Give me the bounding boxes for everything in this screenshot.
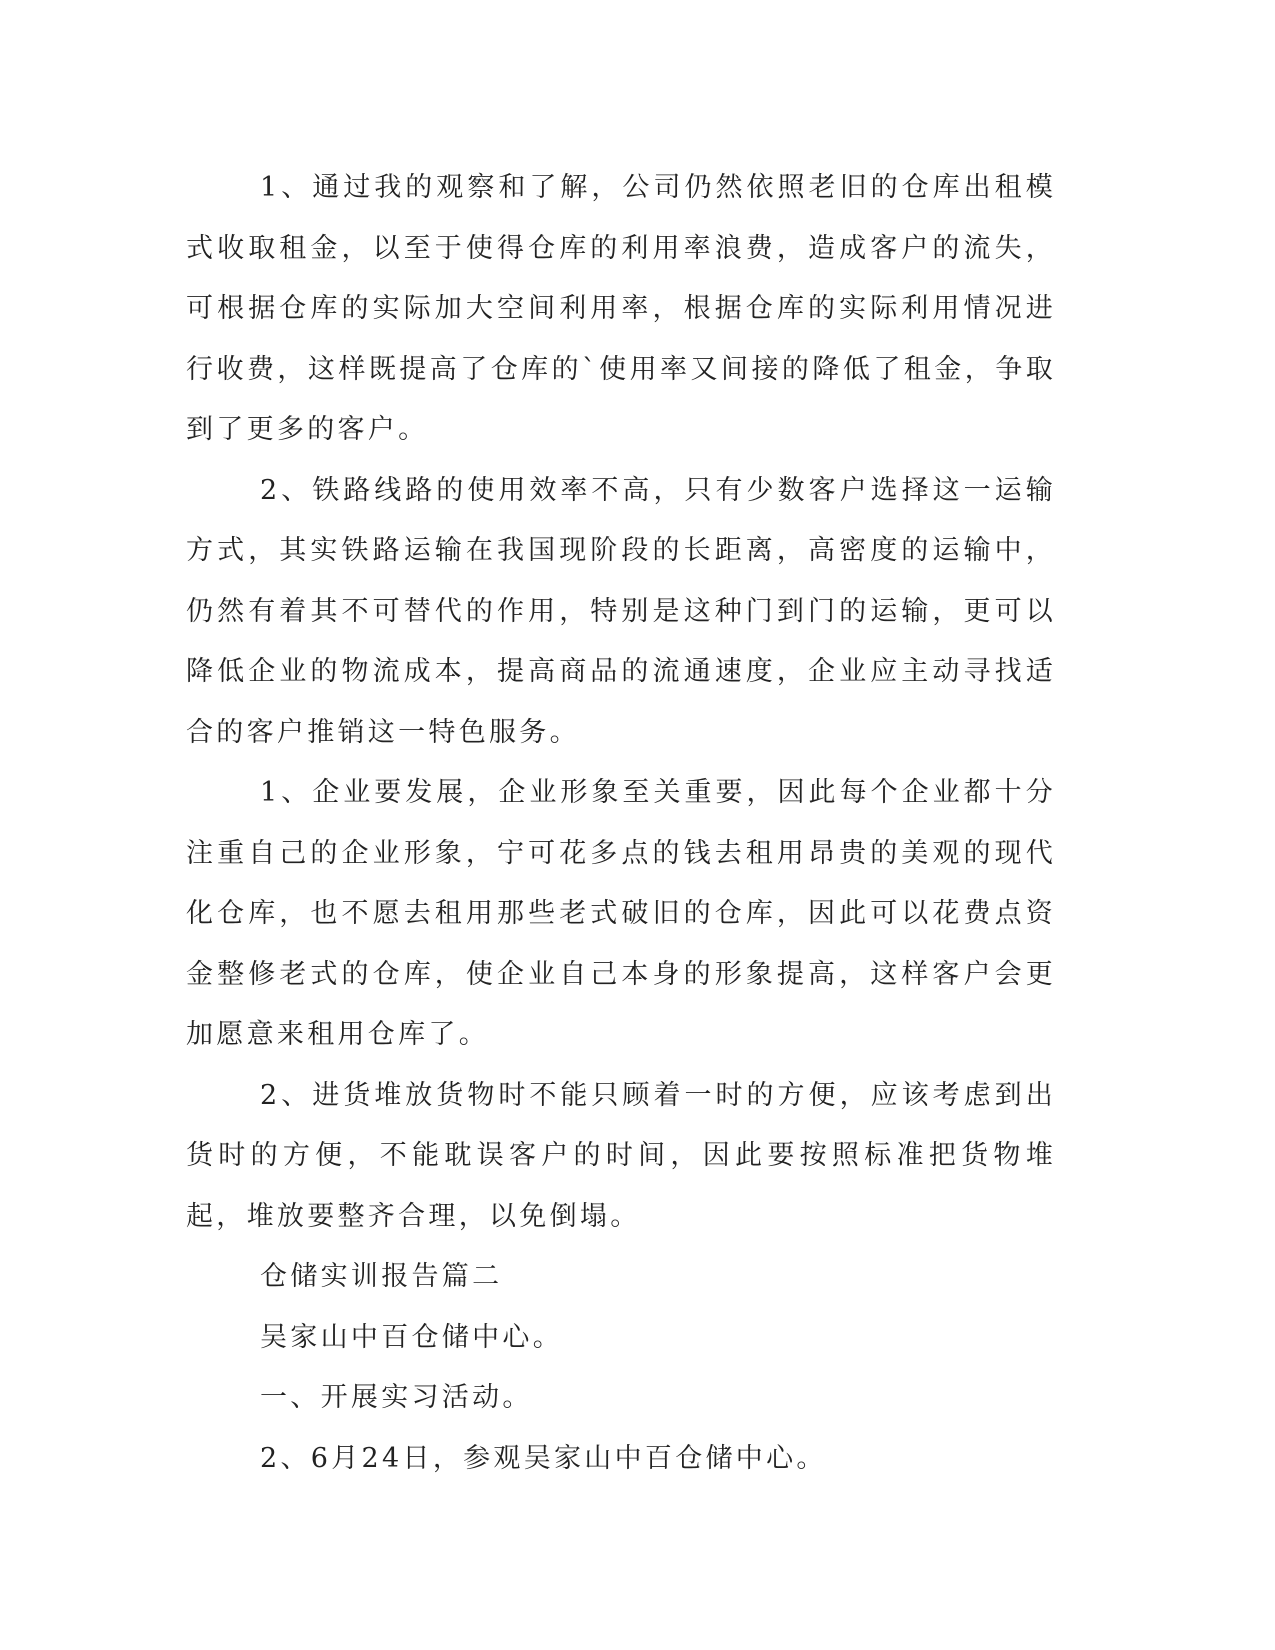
line-visit-date: 2、6月24日，参观吴家山中百仓储中心。	[260, 1442, 827, 1474]
line-activity-heading: 一、开展实习活动。	[260, 1382, 533, 1413]
document-body	[186, 158, 1056, 1489]
paragraph-warehouse-rental: 1、通过我的观察和了解，公司仍然依照老旧的仓库出租模式收取租金，以至于使得仓库的利用率浪费，造成客户的流失，可根据仓库的实际加大空间利用率，根据仓库的实际利用情况进行收费，这样既提高了仓库的`使用率又间接的降低了租金，争取到了更多的客户。	[186, 172, 1056, 445]
paragraph-corporate-image: 1、企业要发展，企业形象至关重要，因此每个企业都十分注重自己的企业形象，宁可花多点的钱去租用昂贵的美观的现代化仓库，也不愿去租用那些老式破旧的仓库，因此可以花费点资金整修老式的仓库，使企业自己本身的形象提高，这样客户会更加愿意来租用仓库了。	[186, 777, 1056, 1050]
paragraph-goods-stacking: 2、进货堆放货物时不能只顾着一时的方便，应该考虑到出货时的方便，不能耽误客户的时间，因此要按照标准把货物堆起，堆放要整齐合理，以免倒塌。	[186, 1079, 1056, 1232]
line-location: 吴家山中百仓储中心。	[260, 1321, 563, 1353]
section-title: 仓储实训报告篇二	[260, 1261, 503, 1292]
paragraph-railway-usage: 2、铁路线路的使用效率不高，只有少数客户选择这一运输方式，其实铁路运输在我国现阶段的长距离，高密度的运输中，仍然有着其不可替代的作用，特别是这种门到门的运输，更可以降低企业的物流成本，提高商品的流通速度，企业应主动寻找适合的客户推销这一特色服务。	[186, 474, 1056, 748]
